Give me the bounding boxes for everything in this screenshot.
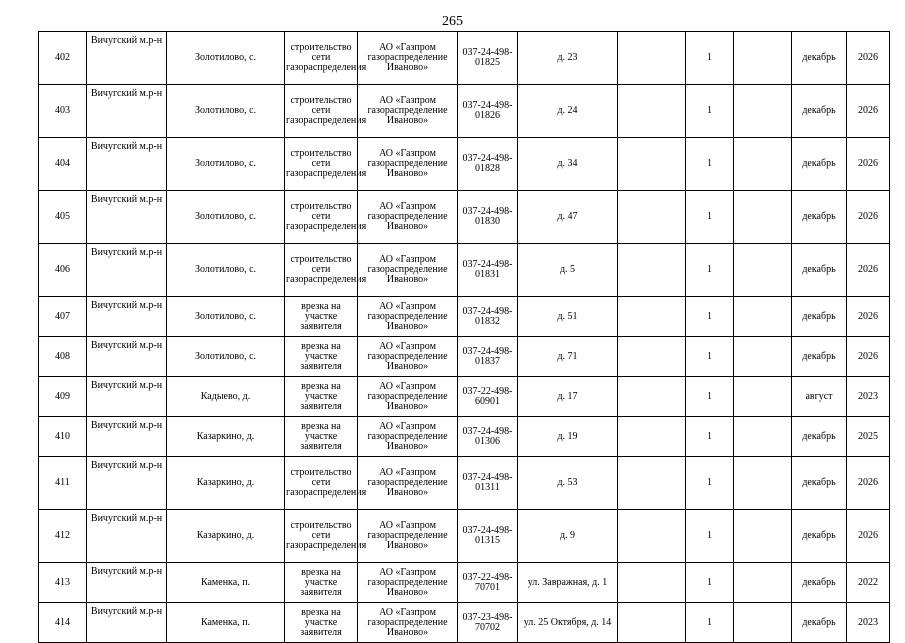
empty-cell <box>618 191 686 244</box>
year-cell: 2026 <box>847 138 890 191</box>
page-number: 265 <box>442 14 463 29</box>
row-number: 413 <box>39 563 87 603</box>
code-cell: 037-24-498-01311 <box>458 457 518 510</box>
quantity-cell: 1 <box>686 377 734 417</box>
month-cell: декабрь <box>792 563 847 603</box>
quantity-cell: 1 <box>686 417 734 457</box>
work-type-cell: строительство сети газораспределения <box>285 510 358 563</box>
row-number: 407 <box>39 297 87 337</box>
empty-cell <box>734 191 792 244</box>
table-row <box>39 244 890 297</box>
organization-cell: АО «Газпром газораспределение Иваново» <box>358 337 458 377</box>
empty-cell <box>618 297 686 337</box>
district-cell: Вичугский м.р-н <box>87 32 167 85</box>
address-cell: д. 34 <box>518 138 618 191</box>
empty-cell <box>734 603 792 643</box>
quantity-cell: 1 <box>686 85 734 138</box>
empty-cell <box>618 377 686 417</box>
district-cell: Вичугский м.р-н <box>87 85 167 138</box>
work-type-cell: врезка на участке заявителя <box>285 563 358 603</box>
month-cell: декабрь <box>792 457 847 510</box>
address-cell: д. 53 <box>518 457 618 510</box>
work-type-cell: врезка на участке заявителя <box>285 297 358 337</box>
quantity-cell: 1 <box>686 244 734 297</box>
work-type-cell: врезка на участке заявителя <box>285 377 358 417</box>
locality-cell: Золотилово, с. <box>167 191 285 244</box>
row-number: 409 <box>39 377 87 417</box>
row-number: 404 <box>39 138 87 191</box>
year-cell: 2026 <box>847 85 890 138</box>
work-type-cell: строительство сети газораспределения <box>285 32 358 85</box>
district-cell: Вичугский м.р-н <box>87 457 167 510</box>
month-cell: декабрь <box>792 337 847 377</box>
work-type-cell: врезка на участке заявителя <box>285 603 358 643</box>
locality-cell: Золотилово, с. <box>167 297 285 337</box>
empty-cell <box>734 510 792 563</box>
table-row <box>39 297 890 337</box>
work-type-cell: строительство сети газораспределения <box>285 191 358 244</box>
code-cell: 037-24-498-01826 <box>458 85 518 138</box>
organization-cell: АО «Газпром газораспределение Иваново» <box>358 457 458 510</box>
empty-cell <box>618 244 686 297</box>
organization-cell: АО «Газпром газораспределение Иваново» <box>358 191 458 244</box>
table-row <box>39 377 890 417</box>
work-type-cell: врезка на участке заявителя <box>285 417 358 457</box>
locality-cell: Золотилово, с. <box>167 244 285 297</box>
year-cell: 2026 <box>847 32 890 85</box>
organization-cell: АО «Газпром газораспределение Иваново» <box>358 563 458 603</box>
year-cell: 2025 <box>847 417 890 457</box>
work-type-cell: строительство сети газораспределения <box>285 244 358 297</box>
month-cell: декабрь <box>792 85 847 138</box>
table-row <box>39 85 890 138</box>
locality-cell: Золотилово, с. <box>167 85 285 138</box>
address-cell: д. 23 <box>518 32 618 85</box>
row-number: 405 <box>39 191 87 244</box>
empty-cell <box>734 297 792 337</box>
locality-cell: Золотилово, с. <box>167 337 285 377</box>
year-cell: 2026 <box>847 510 890 563</box>
address-cell: д. 71 <box>518 337 618 377</box>
year-cell: 2023 <box>847 603 890 643</box>
month-cell: декабрь <box>792 191 847 244</box>
locality-cell: Казаркино, д. <box>167 510 285 563</box>
address-cell: д. 51 <box>518 297 618 337</box>
district-cell: Вичугский м.р-н <box>87 244 167 297</box>
locality-cell: Золотилово, с. <box>167 32 285 85</box>
month-cell: декабрь <box>792 510 847 563</box>
empty-cell <box>618 138 686 191</box>
quantity-cell: 1 <box>686 510 734 563</box>
address-cell: д. 17 <box>518 377 618 417</box>
quantity-cell: 1 <box>686 457 734 510</box>
district-cell: Вичугский м.р-н <box>87 563 167 603</box>
district-cell: Вичугский м.р-н <box>87 191 167 244</box>
table-row <box>39 563 890 603</box>
row-number: 411 <box>39 457 87 510</box>
table-row <box>39 457 890 510</box>
year-cell: 2026 <box>847 191 890 244</box>
empty-cell <box>734 138 792 191</box>
district-cell: Вичугский м.р-н <box>87 417 167 457</box>
organization-cell: АО «Газпром газораспределение Иваново» <box>358 85 458 138</box>
district-cell: Вичугский м.р-н <box>87 337 167 377</box>
address-cell: ул. Завражная, д. 1 <box>518 563 618 603</box>
month-cell: декабрь <box>792 138 847 191</box>
row-number: 402 <box>39 32 87 85</box>
empty-cell <box>618 337 686 377</box>
organization-cell: АО «Газпром газораспределение Иваново» <box>358 32 458 85</box>
empty-cell <box>734 563 792 603</box>
row-number: 406 <box>39 244 87 297</box>
empty-cell <box>618 603 686 643</box>
empty-cell <box>618 457 686 510</box>
work-type-cell: строительство сети газораспределения <box>285 457 358 510</box>
row-number: 408 <box>39 337 87 377</box>
work-type-cell: врезка на участке заявителя <box>285 337 358 377</box>
code-cell: 037-24-498-01825 <box>458 32 518 85</box>
locality-cell: Каменка, п. <box>167 563 285 603</box>
organization-cell: АО «Газпром газораспределение Иваново» <box>358 297 458 337</box>
table-row <box>39 603 890 643</box>
code-cell: 037-22-498-70701 <box>458 563 518 603</box>
district-cell: Вичугский м.р-н <box>87 510 167 563</box>
month-cell: декабрь <box>792 297 847 337</box>
code-cell: 037-24-498-01837 <box>458 337 518 377</box>
empty-cell <box>618 563 686 603</box>
quantity-cell: 1 <box>686 32 734 85</box>
quantity-cell: 1 <box>686 337 734 377</box>
organization-cell: АО «Газпром газораспределение Иваново» <box>358 510 458 563</box>
code-cell: 037-24-498-01306 <box>458 417 518 457</box>
locality-cell: Золотилово, с. <box>167 138 285 191</box>
address-cell: д. 47 <box>518 191 618 244</box>
row-number: 410 <box>39 417 87 457</box>
month-cell: август <box>792 377 847 417</box>
quantity-cell: 1 <box>686 297 734 337</box>
table-row <box>39 32 890 85</box>
work-type-cell: строительство сети газораспределения <box>285 85 358 138</box>
table-body <box>39 32 890 643</box>
locality-cell: Казаркино, д. <box>167 457 285 510</box>
work-type-cell: строительство сети газораспределения <box>285 138 358 191</box>
table-row <box>39 191 890 244</box>
year-cell: 2026 <box>847 337 890 377</box>
month-cell: декабрь <box>792 603 847 643</box>
address-cell: д. 5 <box>518 244 618 297</box>
quantity-cell: 1 <box>686 603 734 643</box>
table-row <box>39 417 890 457</box>
locality-cell: Кадыево, д. <box>167 377 285 417</box>
quantity-cell: 1 <box>686 191 734 244</box>
code-cell: 037-24-498-01832 <box>458 297 518 337</box>
locality-cell: Каменка, п. <box>167 603 285 643</box>
empty-cell <box>734 337 792 377</box>
address-cell: д. 9 <box>518 510 618 563</box>
code-cell: 037-23-498-70702 <box>458 603 518 643</box>
code-cell: 037-24-498-01315 <box>458 510 518 563</box>
code-cell: 037-22-498-60901 <box>458 377 518 417</box>
district-cell: Вичугский м.р-н <box>87 603 167 643</box>
organization-cell: АО «Газпром газораспределение Иваново» <box>358 244 458 297</box>
organization-cell: АО «Газпром газораспределение Иваново» <box>358 603 458 643</box>
year-cell: 2026 <box>847 244 890 297</box>
year-cell: 2026 <box>847 457 890 510</box>
empty-cell <box>734 417 792 457</box>
organization-cell: АО «Газпром газораспределение Иваново» <box>358 377 458 417</box>
organization-cell: АО «Газпром газораспределение Иваново» <box>358 138 458 191</box>
year-cell: 2022 <box>847 563 890 603</box>
quantity-cell: 1 <box>686 563 734 603</box>
empty-cell <box>734 85 792 138</box>
empty-cell <box>618 417 686 457</box>
month-cell: декабрь <box>792 417 847 457</box>
code-cell: 037-24-498-01830 <box>458 191 518 244</box>
empty-cell <box>734 32 792 85</box>
month-cell: декабрь <box>792 32 847 85</box>
year-cell: 2026 <box>847 297 890 337</box>
table-row <box>39 138 890 191</box>
quantity-cell: 1 <box>686 138 734 191</box>
district-cell: Вичугский м.р-н <box>87 138 167 191</box>
month-cell: декабрь <box>792 244 847 297</box>
empty-cell <box>618 32 686 85</box>
locality-cell: Казаркино, д. <box>167 417 285 457</box>
district-cell: Вичугский м.р-н <box>87 297 167 337</box>
address-cell: д. 19 <box>518 417 618 457</box>
year-cell: 2023 <box>847 377 890 417</box>
empty-cell <box>734 457 792 510</box>
row-number: 403 <box>39 85 87 138</box>
registry-table <box>38 31 890 643</box>
code-cell: 037-24-498-01831 <box>458 244 518 297</box>
table-row <box>39 510 890 563</box>
empty-cell <box>618 510 686 563</box>
row-number: 414 <box>39 603 87 643</box>
address-cell: ул. 25 Октября, д. 14 <box>518 603 618 643</box>
table-row <box>39 337 890 377</box>
row-number: 412 <box>39 510 87 563</box>
empty-cell <box>734 244 792 297</box>
code-cell: 037-24-498-01828 <box>458 138 518 191</box>
district-cell: Вичугский м.р-н <box>87 377 167 417</box>
address-cell: д. 24 <box>518 85 618 138</box>
empty-cell <box>734 377 792 417</box>
empty-cell <box>618 85 686 138</box>
organization-cell: АО «Газпром газораспределение Иваново» <box>358 417 458 457</box>
